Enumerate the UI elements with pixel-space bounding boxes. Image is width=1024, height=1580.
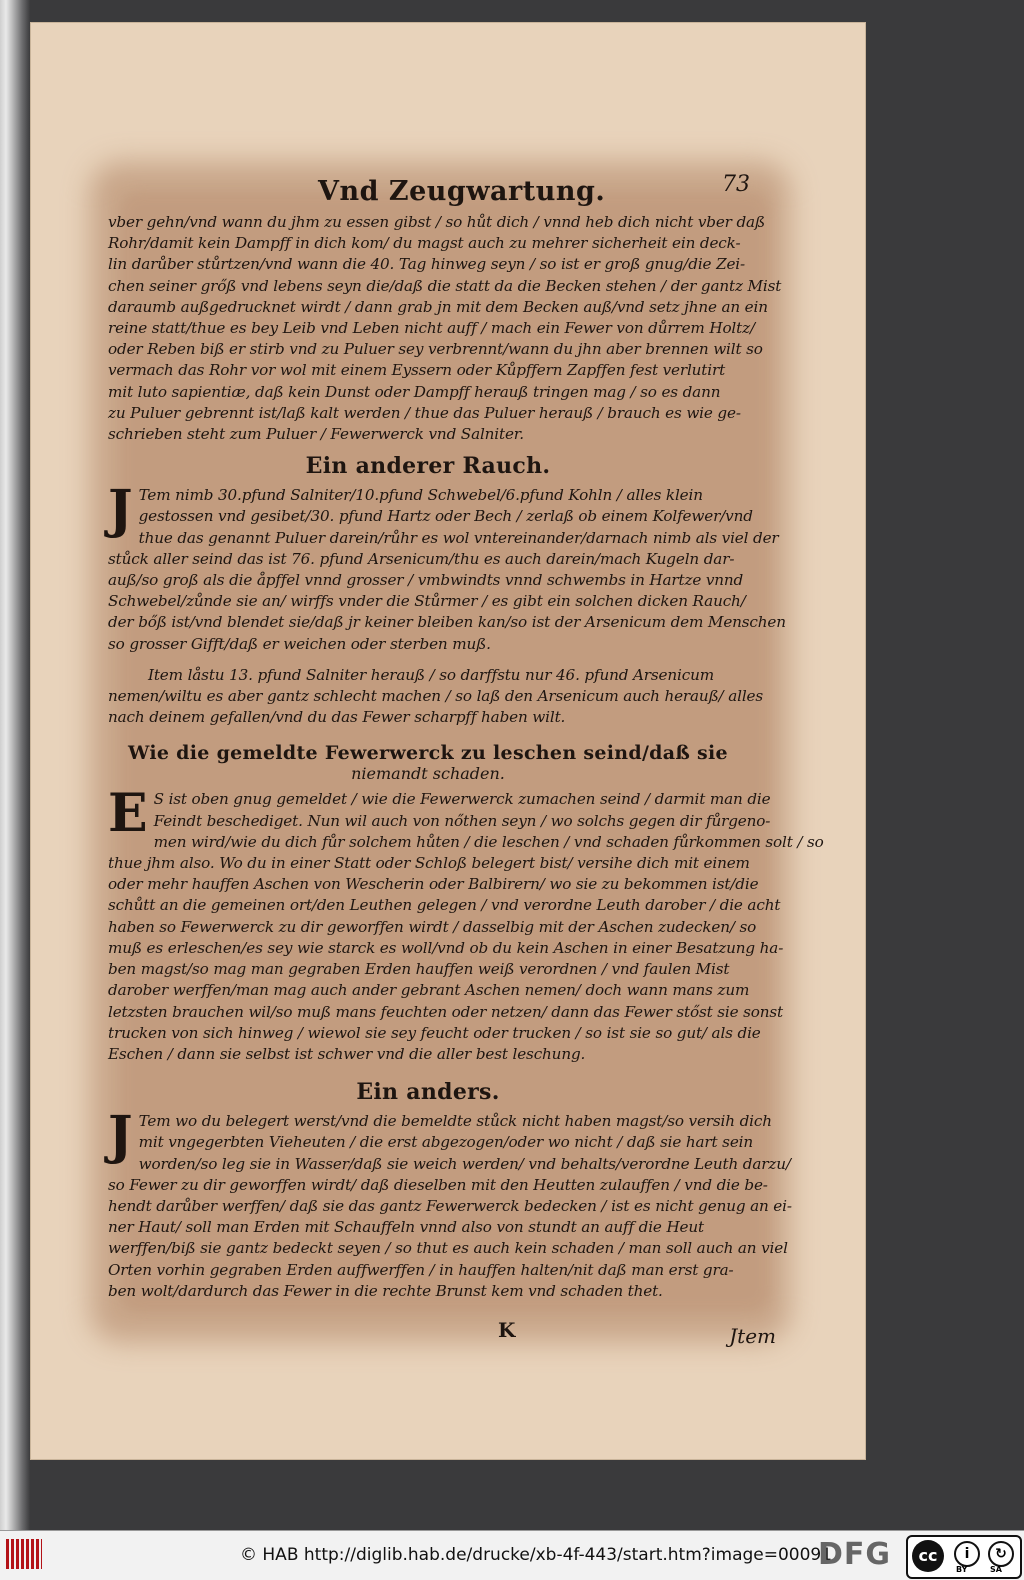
text-line: zu Puluer gebrennt ist/laß kalt werden / thue das Puluer herauß / brauch es wie ge-: [108, 403, 741, 422]
attribution-icon: i: [954, 1541, 980, 1567]
text-line: nach deinem gefallen/vnd du das Fewer scharpff haben wilt.: [108, 708, 566, 727]
section-subheading: niemandt schaden.: [351, 764, 505, 784]
text-line: werffen/biß sie gantz bedeckt seyen / so thut es auch kein schaden / man soll auch an viel: [108, 1239, 788, 1258]
text-line: Tem nimb 30.pfund Salniter/10.pfund Schwebel/6.pfund Kohln / alles klein: [138, 486, 703, 505]
text-line: mit vngegerbten Vieheuten / die erst abgezogen/oder wo nicht / daß sie hart sein: [138, 1133, 753, 1152]
drop-initial: J: [108, 479, 133, 541]
text-line: thue jhm also. Wo du in einer Statt oder Schloß belegert bist/ versihe dich mit einem: [108, 854, 750, 873]
text-line: Orten vorhin gegraben Erden auffwerffen / in hauffen halten/nit daß man erst gra-: [108, 1260, 734, 1279]
folio-number: 73: [722, 172, 750, 197]
page-footer-marks: [108, 1314, 776, 1354]
text-line: worden/so leg sie in Wasser/daß sie weich werden/ vnd behalts/verordne Leuth darzu/: [138, 1154, 791, 1173]
paragraph-3: [108, 783, 824, 1065]
text-line: daraumb außgedrucknet wirdt / dann grab jn mit dem Becken auß/vnd setz jhne an ein: [108, 297, 768, 316]
signature-mark: K: [498, 1317, 516, 1342]
text-line: Item låstu 13. pfund Salniter herauß / so darffstu nur 46. pfund Arsenicum: [148, 665, 714, 684]
text-line: Schwebel/zůnde sie an/ wirffs vnder die Stůrmer / es gibt ein solchen dicken Rauch/: [108, 592, 746, 611]
text-line: oder Reben biß er stirb vnd zu Puluer sey verbrennt/wann du jhn aber brennen wilt so: [108, 340, 763, 359]
text-line: ben magst/so mag man gegraben Erden hauffen weiß verordnen / vnd faulen Mist: [108, 960, 730, 979]
text-line: so Fewer zu dir geworffen wirdt/ daß dieselben mit den Heutten zulauffen / vnd die be-: [108, 1175, 768, 1194]
section-heading: Wie die gemeldte Fewerwerck zu leschen seind/daß sie: [128, 742, 728, 765]
section-heading: Ein anderer Rauch.: [305, 453, 551, 480]
text-line: schůtt an die gemeinen ort/den Leuthen gelegen / vnd verordne Leuth darober / die acht: [108, 896, 781, 915]
text-line: trucken von sich hinweg / wiewol sie sey feucht oder trucken / so ist sie so gut/ als die: [108, 1023, 761, 1042]
paragraph-1: [108, 212, 782, 445]
dfg-logo[interactable]: DFG: [818, 1537, 892, 1572]
text-line: haben so Fewerwerck zu dir geworffen wirdt / dasselbig mit der Aschen zudecken/ so: [108, 917, 757, 936]
text-line: nemen/wiltu es aber gantz schlecht machen / so laß den Arsenicum auch herauß/ alles: [108, 687, 764, 706]
sa-label: SA: [990, 1565, 1002, 1574]
text-line: der bőß ist/vnd blendet sie/daß jr keiner bleiben kan/so ist der Arsenicum dem Menschen: [108, 613, 786, 632]
text-line: Feindt beschediget. Nun wil auch von nőthen seyn / wo solchs gegen dir fůrgeno-: [153, 811, 771, 830]
text-line: ner Haut/ soll man Erden mit Schauffeln vnnd also von stundt an auff die Heut: [108, 1218, 704, 1237]
text-line: muß es erleschen/es sey wie starck es woll/vnd ob du kein Aschen in einer Besatzung ha-: [108, 938, 784, 957]
text-line: Tem wo du belegert werst/vnd die bemeldte stůck nicht haben magst/so versih dich: [138, 1112, 772, 1131]
text-line: ben wolt/dardurch das Fewer in die rechte Brunst kem vnd schaden thet.: [108, 1281, 663, 1300]
page-text: [108, 172, 824, 1354]
text-line: so grosser Gifft/daß er weichen oder sterben muß.: [108, 634, 491, 653]
cc-icon: cc: [912, 1540, 944, 1572]
text-line: schrieben steht zum Puluer / Fewerwerck vnd Salniter.: [108, 425, 524, 444]
text-line: letzsten brauchen wil/so muß mans feuchten oder netzen/ dann das Fewer stőst sie sonst: [108, 1002, 783, 1021]
text-line: mit luto sapientiæ, daß kein Dunst oder Dampff herauß tringen mag / so es dann: [108, 382, 721, 401]
text-line: oder mehr hauffen Aschen von Wescherin oder Balbirern/ wo sie zu bekommen ist/die: [108, 875, 759, 894]
text-line: Rohr/damit kein Dampff in dich kom/ du magst auch zu mehrer sicherheit ein deck-: [108, 234, 741, 253]
viewer-footer-bar: [0, 1530, 1024, 1580]
drop-initial: J: [108, 1105, 133, 1167]
book-edge: [0, 0, 30, 1530]
text-line: chen seiner grőß vnd lebens seyn die/daß die statt da die Becken stehen / der gantz Mist: [108, 276, 782, 295]
text-line: vber gehn/vnd wann du jhm zu essen gibst / so hůt dich / vnnd heb dich nicht vber daß: [108, 213, 765, 231]
paragraph-2: [108, 479, 786, 655]
source-url-link[interactable]: © HAB http://diglib.hab.de/drucke/xb-4f-443/start.htm?image=00091: [240, 1545, 833, 1565]
paragraph-4: [108, 1105, 792, 1302]
text-line: darober werffen/man mag auch ander gebrant Aschen nemen/ doch wann mans zum: [108, 981, 750, 1000]
by-label: BY: [956, 1565, 968, 1574]
text-line: auß/so groß als die åpffel vnnd grosser / vmbwindts vnnd schwembs in Hartze vnnd: [108, 571, 744, 590]
text-line: men wird/wie du dich fůr solchem hůten / die leschen / vnd schaden fůrkommen solt / so: [153, 832, 824, 851]
running-head: [108, 172, 748, 212]
text-line: gestossen vnd gesibet/30. pfund Hartz oder Bech / zerlaß ob einem Kolfewer/vnd: [138, 507, 753, 526]
text-line: hendt darůber werffen/ daß sie das gantz Fewerwerck bedecken / ist es nicht genug an ei-: [108, 1196, 792, 1215]
text-line: reine statt/thue es bey Leib vnd Leben nicht auff / mach ein Fewer von důrrem Holtz/: [108, 319, 755, 338]
spacer: [108, 655, 748, 665]
running-title: Vnd Zeugwartung.: [318, 176, 606, 207]
text-line: lin darůber stůrtzen/vnd wann die 40. Tag hinweg seyn / so ist er groß gnug/die Zei-: [108, 255, 745, 274]
share-alike-icon: ↻: [988, 1541, 1014, 1567]
barcode-icon: [6, 1539, 42, 1569]
text-line: thue das genannt Puluer darein/růhr es wol vntereinander/darnach nimb als viel der: [138, 528, 779, 547]
catchword: Jtem: [729, 1323, 776, 1348]
paragraph-2b: [108, 665, 764, 729]
text-line: stůck aller seind das ist 76. pfund Arsenicum/thu es auch darein/mach Kugeln dar-: [108, 549, 735, 568]
text-line: vermach das Rohr vor wol mit einem Eyssern oder Kůpffern Zapffen fest verlutirt: [108, 361, 726, 380]
book-page: [30, 22, 866, 1460]
text-line: Eschen / dann sie selbst ist schwer vnd die aller best leschung.: [108, 1044, 586, 1063]
cc-license-badge[interactable]: [906, 1535, 1022, 1579]
text-line: S ist oben gnug gemeldet / wie die Fewerwerck zumachen seind / darmit man die: [153, 790, 771, 809]
section-heading: Ein anders.: [356, 1079, 500, 1106]
drop-initial: E: [108, 783, 148, 845]
